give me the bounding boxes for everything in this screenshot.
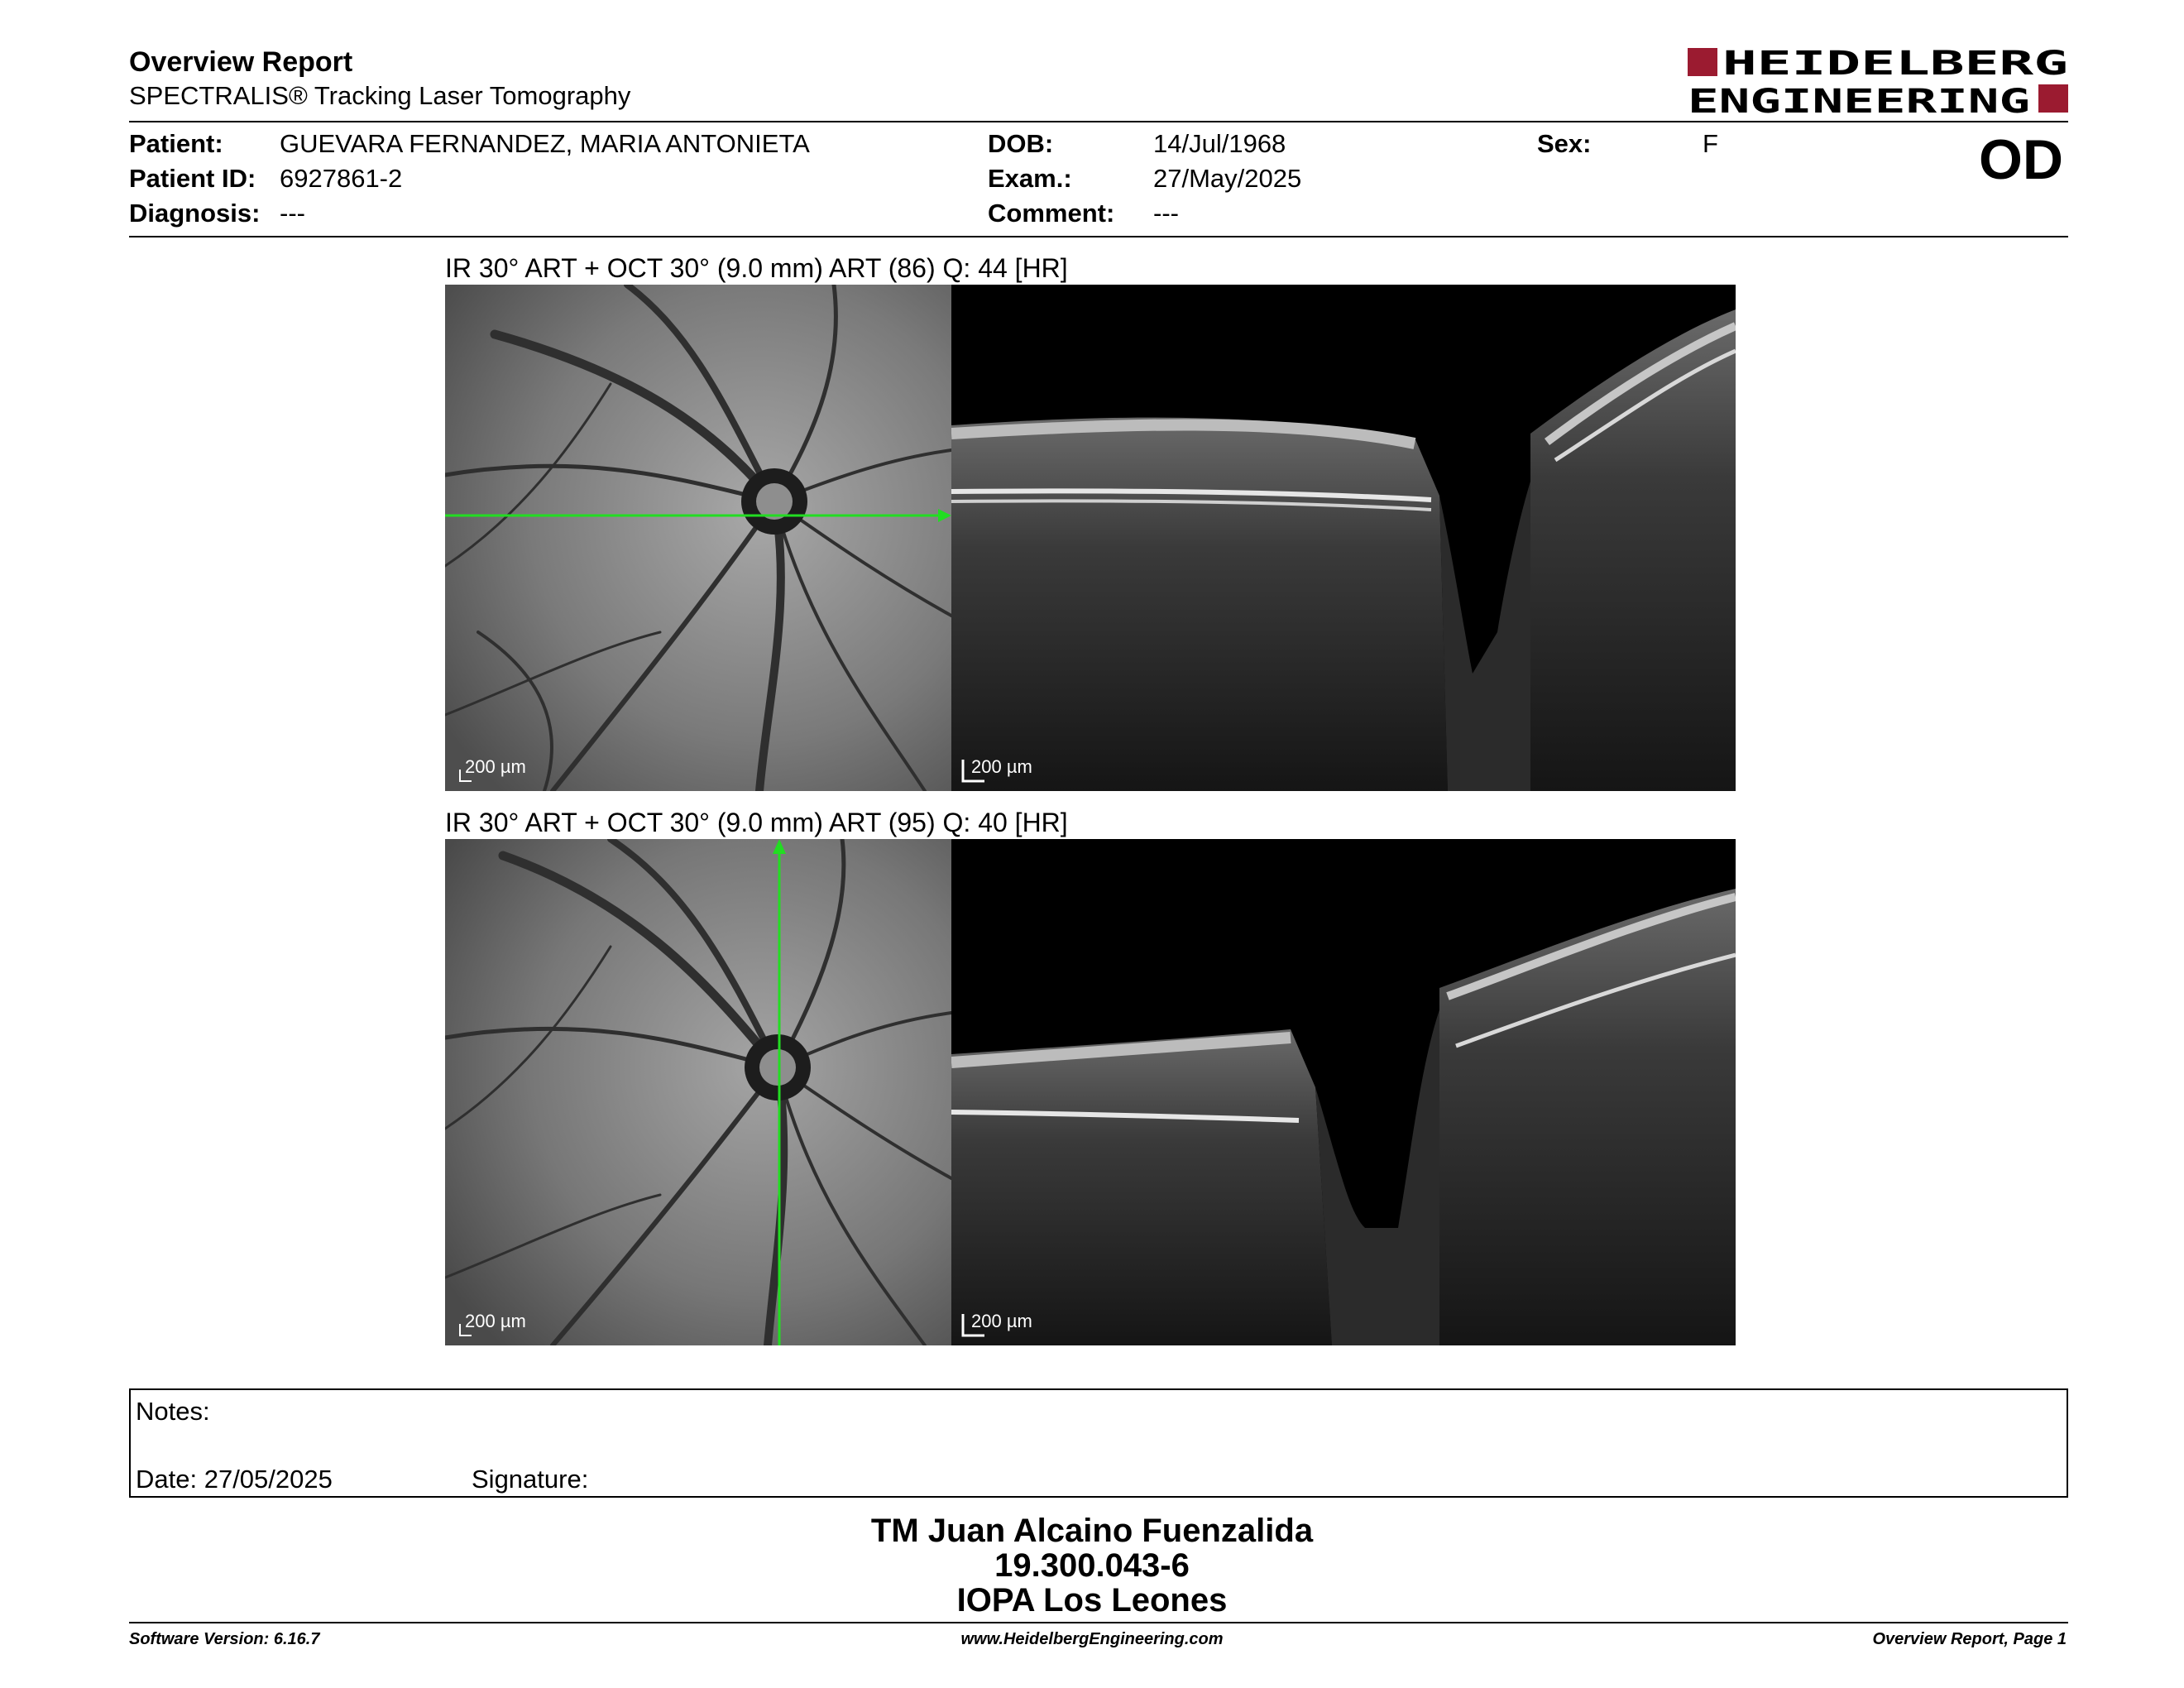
patient-id-value: 6927861-2: [280, 164, 403, 193]
fundus-drawing-1: [445, 285, 951, 791]
report-title: Overview Report: [129, 46, 353, 78]
fundus-drawing-2: [445, 839, 951, 1345]
exam-label: Exam.:: [988, 164, 1072, 193]
fundus-image-1: [445, 285, 951, 791]
report-subtitle: SPECTRALIS® Tracking Laser Tomography: [129, 81, 631, 110]
oct-drawing-2: [951, 839, 1736, 1345]
signer-institution: IOPA Los Leones: [956, 1582, 1228, 1618]
fundus-image-2: [445, 839, 951, 1345]
fundus-scale-2: 200 µm: [465, 1311, 526, 1331]
logo-square-top: [1688, 48, 1717, 76]
header-divider: [129, 121, 2068, 122]
logo-line2: ENGINEERING: [1688, 83, 2030, 116]
website-link[interactable]: www.HeidelbergEngineering.com: [960, 1630, 1224, 1648]
comment-value: ---: [1153, 199, 1179, 228]
dob-label: DOB:: [988, 129, 1054, 158]
signer-id: 19.300.043-6: [994, 1547, 1190, 1584]
logo-line1: HEIDELBERG: [1722, 45, 2068, 83]
fundus-scale-1: 200 µm: [465, 756, 526, 777]
signer-name: TM Juan Alcaino Fuenzalida: [870, 1513, 1314, 1549]
dob-value: 14/Jul/1968: [1153, 129, 1286, 158]
oct-image-1: [951, 285, 1736, 791]
diagnosis-label: Diagnosis:: [129, 199, 261, 228]
heidelberg-logo: [1688, 45, 2068, 116]
scan-caption-1: IR 30° ART + OCT 30° (9.0 mm) ART (86) Q: 44 [HR]: [445, 253, 1068, 283]
page-indicator: Overview Report, Page 1: [1872, 1630, 2067, 1648]
oct-scale-1: 200 µm: [971, 756, 1032, 777]
sex-value: F: [1703, 129, 1718, 158]
date-label: Date: 27/05/2025: [136, 1465, 333, 1494]
comment-label: Comment:: [988, 199, 1115, 228]
patient-id-label: Patient ID:: [129, 164, 256, 193]
notes-label: Notes:: [136, 1397, 210, 1426]
notes-box: [129, 1388, 2068, 1498]
oct-drawing-1: [951, 285, 1736, 791]
patient-value: GUEVARA FERNANDEZ, MARIA ANTONIETA: [280, 129, 810, 158]
logo-square-bottom: [2038, 84, 2068, 113]
diagnosis-value: ---: [280, 199, 305, 228]
info-divider: [129, 236, 2068, 237]
sex-label: Sex:: [1537, 129, 1592, 158]
oct-image-2: [951, 839, 1736, 1345]
software-version: Software Version: 6.16.7: [129, 1630, 320, 1648]
exam-value: 27/May/2025: [1153, 164, 1302, 193]
oct-scale-2: 200 µm: [971, 1311, 1032, 1331]
eye-indicator: OD: [1979, 128, 2063, 191]
patient-label: Patient:: [129, 129, 223, 158]
footer-divider: [129, 1622, 2068, 1623]
scan-caption-2: IR 30° ART + OCT 30° (9.0 mm) ART (95) Q: 40 [HR]: [445, 808, 1068, 837]
signature-label: Signature:: [472, 1465, 589, 1494]
